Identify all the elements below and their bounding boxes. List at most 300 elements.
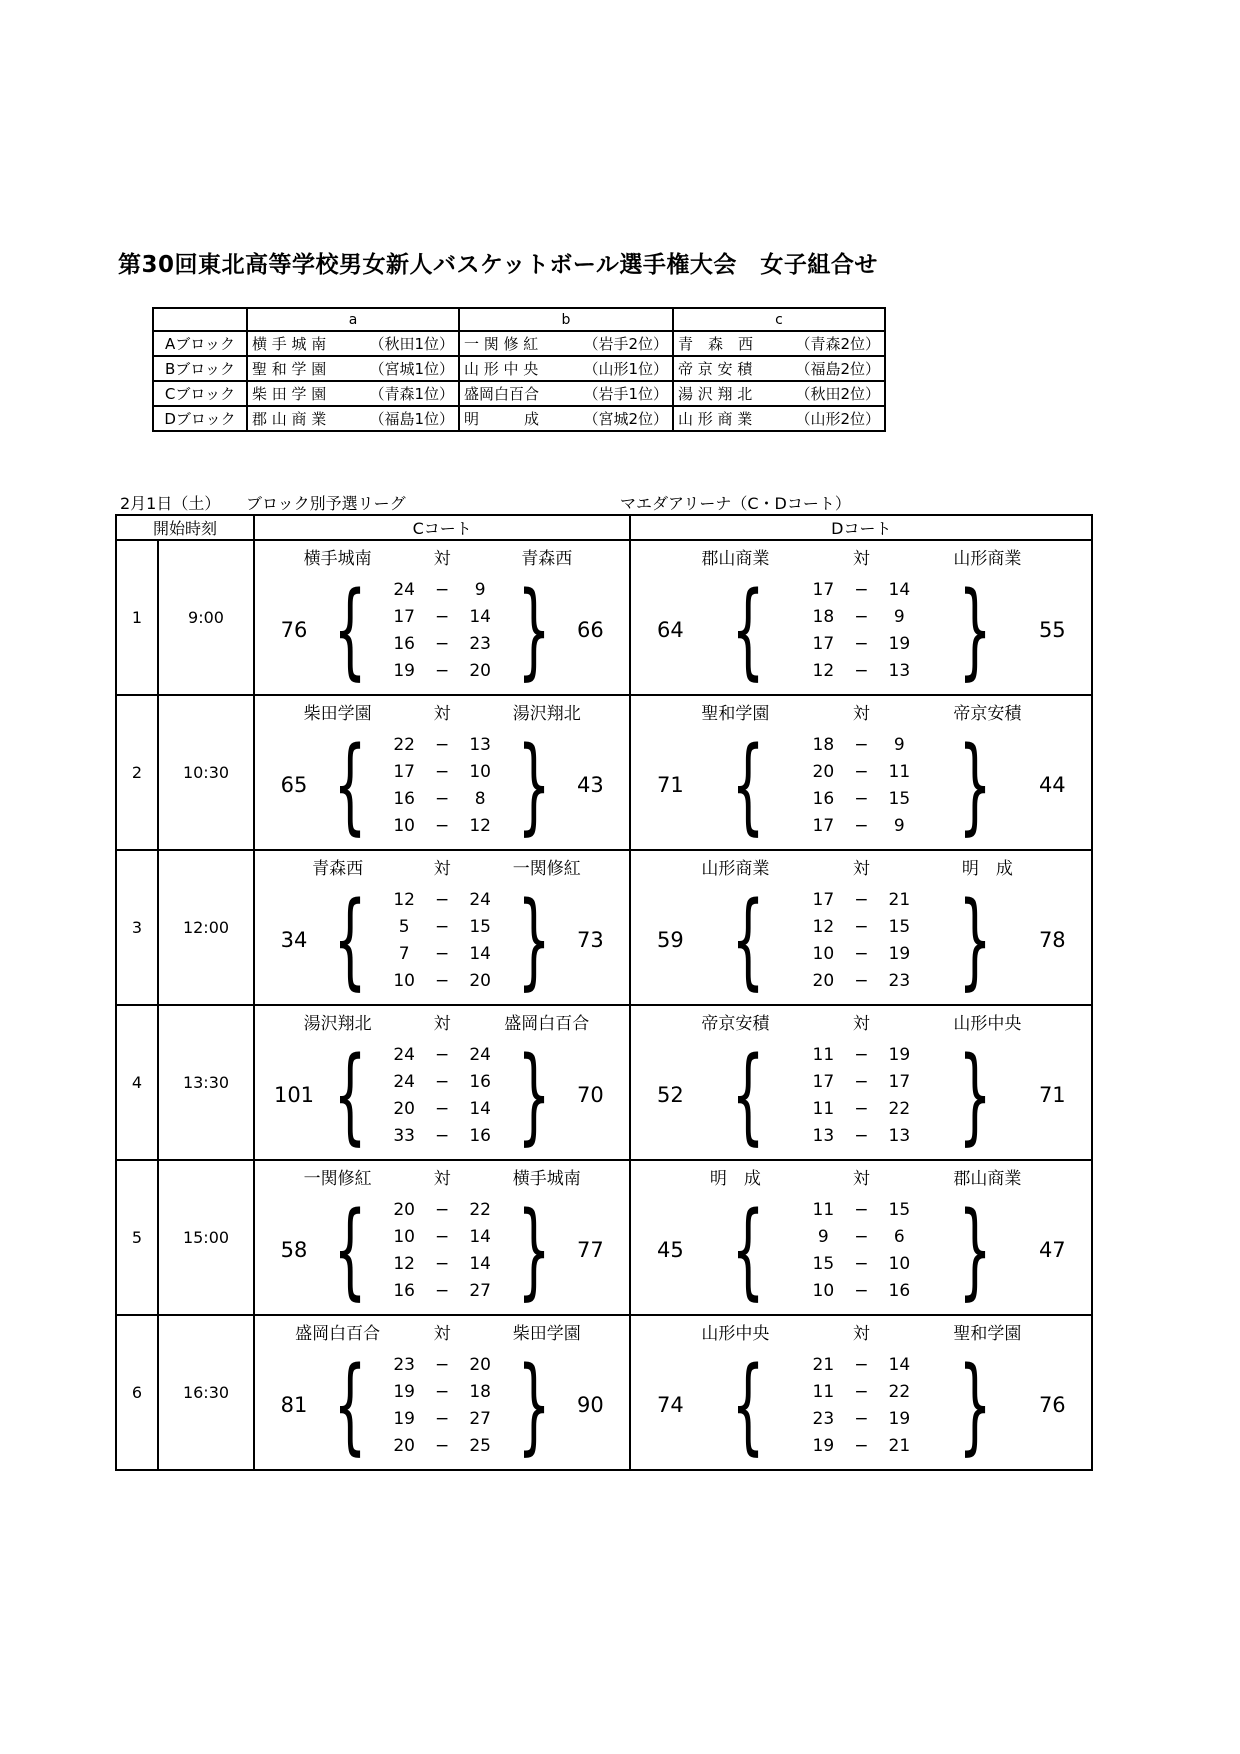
vs-label: 対 <box>852 1169 870 1189</box>
score-dash: − <box>435 1253 450 1274</box>
quarter-home-score: 11 <box>812 1381 835 1402</box>
seed-cell <box>247 406 459 431</box>
vs-label: 対 <box>852 859 870 879</box>
quarter-away-score: 16 <box>469 1071 491 1092</box>
quarter-scores <box>802 576 920 684</box>
team-name: 郡 山 商 業 <box>252 410 327 428</box>
home-total-score: 64 <box>656 618 684 642</box>
scoreline <box>255 879 629 1001</box>
score-dash: − <box>435 1408 450 1429</box>
quarter-home-score: 16 <box>812 788 835 809</box>
game-5-court-c <box>254 1160 630 1315</box>
page-title: 第30回東北高等学校男女新人バスケットボール選手権大会 女子組合せ <box>118 252 878 278</box>
score-dash: − <box>854 815 869 836</box>
quarter-away-score: 19 <box>888 1408 911 1429</box>
team-name: 横 手 城 南 <box>252 335 327 353</box>
quarter-home-score: 12 <box>393 1253 415 1274</box>
quarter-row <box>802 657 920 684</box>
matchup-header <box>631 1009 1091 1034</box>
block-label: Cブロック <box>153 381 247 406</box>
score-dash: − <box>435 1354 450 1375</box>
game-4-court-c <box>254 1005 630 1160</box>
quarter-home-score: 22 <box>393 734 415 755</box>
score-dash: − <box>854 1253 869 1274</box>
block-table-header-row <box>153 308 885 331</box>
block-assignment-table <box>152 307 886 432</box>
score-dash: − <box>435 889 450 910</box>
quarter-home-score: 20 <box>812 761 835 782</box>
quarter-away-score: 22 <box>888 1381 911 1402</box>
game-row-1 <box>116 540 1092 695</box>
scoreline <box>631 1189 1091 1311</box>
quarter-row <box>802 576 920 603</box>
quarter-row <box>802 1405 920 1432</box>
seed-cell-content <box>674 333 884 354</box>
team-name: 明 成 <box>464 410 540 428</box>
seed-cell-content <box>460 333 672 354</box>
game-2-court-d <box>630 695 1092 850</box>
team-rank: （秋田2位） <box>795 385 880 403</box>
vs-label: 対 <box>433 1324 451 1344</box>
scoreline <box>255 724 629 846</box>
score-dash: − <box>435 916 450 937</box>
quarter-scores <box>383 1041 501 1149</box>
schedule-league-label: ブロック別予選リーグ <box>246 494 406 513</box>
column-header-a: a <box>247 308 459 331</box>
quarter-row <box>383 758 501 785</box>
quarter-home-score: 5 <box>398 916 410 937</box>
quarter-away-score: 20 <box>469 1354 491 1375</box>
away-team-name: 山形商業 <box>953 549 1022 569</box>
matchup-header <box>631 1319 1091 1344</box>
seed-cell <box>247 356 459 381</box>
away-total-score: 44 <box>1038 773 1066 797</box>
team-name: 柴 田 学 園 <box>252 385 327 403</box>
game-number: 4 <box>116 1005 158 1160</box>
home-total-score: 65 <box>280 773 308 797</box>
quarter-row <box>383 1068 501 1095</box>
home-team-name: 盛岡白百合 <box>295 1324 381 1344</box>
score-dash: − <box>854 1280 869 1301</box>
start-time-header: 開始時刻 <box>116 515 254 540</box>
quarter-home-score: 10 <box>393 970 415 991</box>
quarter-home-score: 19 <box>393 1381 415 1402</box>
matchup-header <box>255 544 629 569</box>
team-rank: （青森2位） <box>795 335 880 353</box>
matchup-header <box>631 1164 1091 1189</box>
quarter-row <box>383 1196 501 1223</box>
team-name: 盛岡白百合 <box>464 385 540 403</box>
quarter-away-score: 14 <box>469 1098 491 1119</box>
right-brace: } <box>958 724 992 846</box>
quarter-home-score: 33 <box>393 1125 415 1146</box>
right-brace: } <box>958 879 992 1001</box>
score-dash: − <box>854 889 869 910</box>
quarter-row <box>383 630 501 657</box>
left-brace: { <box>731 1344 765 1466</box>
quarter-home-score: 10 <box>812 1280 835 1301</box>
seed-cell <box>673 406 885 431</box>
seed-cell <box>247 331 459 356</box>
away-total-score: 47 <box>1038 1238 1066 1262</box>
seed-cell-content <box>248 383 458 404</box>
quarter-row <box>802 1068 920 1095</box>
away-total-score: 55 <box>1038 618 1066 642</box>
left-brace: { <box>333 724 367 846</box>
block-row-d <box>153 406 885 431</box>
game-row-3 <box>116 850 1092 1005</box>
quarter-row <box>383 576 501 603</box>
away-total-score: 43 <box>576 773 604 797</box>
quarter-away-score: 24 <box>469 889 491 910</box>
quarter-scores <box>802 1041 920 1149</box>
quarter-home-score: 12 <box>812 660 835 681</box>
score-dash: − <box>435 1125 450 1146</box>
home-team-name: 明 成 <box>709 1169 761 1189</box>
game-row-6 <box>116 1315 1092 1470</box>
quarter-scores <box>802 1196 920 1304</box>
score-dash: − <box>854 943 869 964</box>
team-rank: （福島2位） <box>795 360 880 378</box>
quarter-away-score: 17 <box>888 1071 911 1092</box>
left-brace: { <box>333 569 367 691</box>
quarter-away-score: 20 <box>469 970 491 991</box>
score-dash: − <box>854 761 869 782</box>
score-dash: − <box>435 1226 450 1247</box>
home-team-name: 湯沢翔北 <box>303 1014 372 1034</box>
score-dash: − <box>854 633 869 654</box>
quarter-away-score: 16 <box>888 1280 911 1301</box>
right-brace: } <box>517 569 551 691</box>
quarter-away-score: 9 <box>893 606 905 627</box>
quarter-away-score: 19 <box>888 633 911 654</box>
score-dash: − <box>435 734 450 755</box>
team-rank: （宮城1位） <box>369 360 454 378</box>
score-dash: − <box>854 916 869 937</box>
quarter-scores <box>383 1351 501 1459</box>
score-dash: − <box>854 1044 869 1065</box>
seed-cell-content <box>460 383 672 404</box>
quarter-home-score: 12 <box>393 889 415 910</box>
quarter-row <box>802 1095 920 1122</box>
seed-cell-content <box>248 408 458 429</box>
block-label: Dブロック <box>153 406 247 431</box>
quarter-away-score: 14 <box>469 943 491 964</box>
quarter-home-score: 17 <box>393 761 415 782</box>
game-number: 3 <box>116 850 158 1005</box>
score-dash: − <box>854 1199 869 1220</box>
quarter-away-score: 13 <box>888 1125 911 1146</box>
game-start-time: 9:00 <box>158 540 254 695</box>
quarter-row <box>802 1250 920 1277</box>
block-label: Bブロック <box>153 356 247 381</box>
seed-cell-content <box>248 333 458 354</box>
scoreline <box>255 569 629 691</box>
quarter-away-score: 22 <box>888 1098 911 1119</box>
right-brace: } <box>517 1344 551 1466</box>
quarter-home-score: 19 <box>393 1408 415 1429</box>
quarter-home-score: 9 <box>817 1226 829 1247</box>
quarter-away-score: 14 <box>888 579 911 600</box>
quarter-home-score: 17 <box>812 1071 835 1092</box>
quarter-row <box>802 886 920 913</box>
left-brace: { <box>731 724 765 846</box>
game-start-time: 16:30 <box>158 1315 254 1470</box>
game-3-court-d <box>630 850 1092 1005</box>
quarter-away-score: 15 <box>469 916 491 937</box>
team-rank: （秋田1位） <box>369 335 454 353</box>
left-brace: { <box>333 1344 367 1466</box>
right-brace: } <box>958 1034 992 1156</box>
score-dash: − <box>435 1199 450 1220</box>
quarter-away-score: 10 <box>888 1253 911 1274</box>
seed-cell-content <box>460 408 672 429</box>
quarter-row <box>383 1095 501 1122</box>
home-team-name: 帝京安積 <box>701 1014 770 1034</box>
score-dash: − <box>854 788 869 809</box>
seed-cell <box>247 381 459 406</box>
score-dash: − <box>854 579 869 600</box>
scoreline <box>255 1034 629 1156</box>
quarter-home-score: 15 <box>812 1253 835 1274</box>
quarter-row <box>383 1405 501 1432</box>
home-team-name: 山形中央 <box>701 1324 770 1344</box>
quarter-row <box>802 1041 920 1068</box>
home-team-name: 聖和学園 <box>701 704 770 724</box>
vs-label: 対 <box>852 549 870 569</box>
quarter-home-score: 17 <box>393 606 415 627</box>
quarter-away-score: 16 <box>469 1125 491 1146</box>
away-team-name: 郡山商業 <box>953 1169 1022 1189</box>
quarter-row <box>383 1351 501 1378</box>
game-3-court-c <box>254 850 630 1005</box>
score-dash: − <box>854 1226 869 1247</box>
score-dash: − <box>435 1280 450 1301</box>
quarter-row <box>802 785 920 812</box>
quarter-row <box>383 886 501 913</box>
schedule-date: 2月1日（土） <box>120 494 221 513</box>
score-dash: − <box>435 943 450 964</box>
score-dash: − <box>854 1098 869 1119</box>
quarter-row <box>383 1378 501 1405</box>
quarter-home-score: 16 <box>393 633 415 654</box>
left-brace: { <box>333 1189 367 1311</box>
quarter-row <box>802 1277 920 1304</box>
home-total-score: 71 <box>656 773 684 797</box>
quarter-row <box>383 1250 501 1277</box>
quarter-away-score: 14 <box>469 606 491 627</box>
quarter-away-score: 9 <box>474 579 486 600</box>
game-start-time: 15:00 <box>158 1160 254 1315</box>
matchup-header <box>255 1009 629 1034</box>
quarter-home-score: 10 <box>812 943 835 964</box>
home-total-score: 45 <box>656 1238 684 1262</box>
home-total-score: 34 <box>280 928 308 952</box>
quarter-home-score: 17 <box>812 815 835 836</box>
quarter-home-score: 7 <box>398 943 410 964</box>
quarter-home-score: 18 <box>812 606 835 627</box>
schedule-venue: マエダアリーナ（C・Dコート） <box>620 494 851 513</box>
vs-label: 対 <box>433 1169 451 1189</box>
quarter-home-score: 24 <box>393 1044 415 1065</box>
away-team-name: 横手城南 <box>512 1169 581 1189</box>
quarter-home-score: 20 <box>812 970 835 991</box>
quarter-away-score: 10 <box>469 761 491 782</box>
team-rank: （岩手1位） <box>583 385 668 403</box>
right-brace: } <box>958 1344 992 1466</box>
score-dash: − <box>854 606 869 627</box>
home-team-name: 郡山商業 <box>701 549 770 569</box>
seed-cell <box>459 331 673 356</box>
home-team-name: 柴田学園 <box>303 704 372 724</box>
quarter-home-score: 21 <box>812 1354 835 1375</box>
game-start-time: 12:00 <box>158 850 254 1005</box>
score-dash: − <box>435 1381 450 1402</box>
vs-label: 対 <box>433 704 451 724</box>
right-brace: } <box>517 724 551 846</box>
quarter-away-score: 27 <box>469 1408 491 1429</box>
quarter-away-score: 23 <box>888 970 911 991</box>
away-team-name: 明 成 <box>961 859 1013 879</box>
home-total-score: 74 <box>656 1393 684 1417</box>
home-total-score: 58 <box>280 1238 308 1262</box>
team-name: 青 森 西 <box>678 335 754 353</box>
left-brace: { <box>731 879 765 1001</box>
matchup-header <box>255 1164 629 1189</box>
column-header-b: b <box>459 308 673 331</box>
vs-label: 対 <box>433 549 451 569</box>
game-6-court-c <box>254 1315 630 1470</box>
score-dash: − <box>854 1071 869 1092</box>
schedule-table <box>115 514 1093 1471</box>
scoreline <box>631 724 1091 846</box>
quarter-home-score: 11 <box>812 1044 835 1065</box>
quarter-home-score: 24 <box>393 1071 415 1092</box>
team-name: 山 形 商 業 <box>678 410 753 428</box>
quarter-away-score: 8 <box>474 788 486 809</box>
quarter-home-score: 24 <box>393 579 415 600</box>
vs-label: 対 <box>852 1014 870 1034</box>
game-5-court-d <box>630 1160 1092 1315</box>
game-6-court-d <box>630 1315 1092 1470</box>
quarter-away-score: 19 <box>888 943 911 964</box>
quarter-home-score: 16 <box>393 788 415 809</box>
scoreline <box>631 879 1091 1001</box>
quarter-row <box>802 603 920 630</box>
score-dash: − <box>435 970 450 991</box>
away-team-name: 湯沢翔北 <box>512 704 581 724</box>
quarter-away-score: 27 <box>469 1280 491 1301</box>
quarter-home-score: 20 <box>393 1199 415 1220</box>
away-total-score: 78 <box>1038 928 1066 952</box>
score-dash: − <box>435 579 450 600</box>
quarter-away-score: 14 <box>469 1226 491 1247</box>
team-rank: （山形2位） <box>795 410 880 428</box>
quarter-row <box>802 913 920 940</box>
score-dash: − <box>854 1408 869 1429</box>
quarter-row <box>802 1122 920 1149</box>
court-d-header: Dコート <box>630 515 1092 540</box>
team-name: 湯 沢 翔 北 <box>678 385 753 403</box>
away-total-score: 76 <box>1038 1393 1066 1417</box>
quarter-scores <box>383 576 501 684</box>
quarter-row <box>802 758 920 785</box>
quarter-away-score: 14 <box>469 1253 491 1274</box>
right-brace: } <box>517 879 551 1001</box>
game-start-time: 13:30 <box>158 1005 254 1160</box>
quarter-row <box>802 731 920 758</box>
quarter-away-score: 12 <box>469 815 491 836</box>
quarter-row <box>802 1432 920 1459</box>
quarter-home-score: 10 <box>393 815 415 836</box>
quarter-scores <box>802 731 920 839</box>
team-rank: （福島1位） <box>369 410 454 428</box>
quarter-home-score: 12 <box>812 916 835 937</box>
right-brace: } <box>958 1189 992 1311</box>
home-team-name: 横手城南 <box>303 549 372 569</box>
scoreline <box>631 569 1091 691</box>
block-row-c <box>153 381 885 406</box>
quarter-home-score: 11 <box>812 1098 835 1119</box>
score-dash: − <box>435 606 450 627</box>
score-dash: − <box>435 788 450 809</box>
matchup-header <box>631 699 1091 724</box>
quarter-row <box>383 657 501 684</box>
away-total-score: 90 <box>576 1393 604 1417</box>
quarter-row <box>383 940 501 967</box>
quarter-row <box>383 731 501 758</box>
score-dash: − <box>435 1435 450 1456</box>
quarter-row <box>383 603 501 630</box>
away-team-name: 青森西 <box>521 549 573 569</box>
quarter-row <box>383 1432 501 1459</box>
quarter-row <box>802 1351 920 1378</box>
score-dash: − <box>435 815 450 836</box>
quarter-scores <box>802 1351 920 1459</box>
quarter-row <box>802 630 920 657</box>
matchup-header <box>255 699 629 724</box>
score-dash: − <box>435 660 450 681</box>
corner-cell <box>153 308 247 331</box>
quarter-away-score: 19 <box>888 1044 911 1065</box>
quarter-home-score: 11 <box>812 1199 835 1220</box>
away-team-name: 盛岡白百合 <box>504 1014 590 1034</box>
home-team-name: 青森西 <box>312 859 364 879</box>
quarter-home-score: 10 <box>393 1226 415 1247</box>
seed-cell-content <box>248 358 458 379</box>
quarter-home-score: 23 <box>393 1354 415 1375</box>
quarter-row <box>383 1041 501 1068</box>
score-dash: − <box>854 660 869 681</box>
quarter-home-score: 17 <box>812 889 835 910</box>
seed-cell <box>673 331 885 356</box>
team-name: 聖 和 学 園 <box>252 360 327 378</box>
quarter-row <box>802 1196 920 1223</box>
home-total-score: 81 <box>280 1393 308 1417</box>
quarter-scores <box>802 886 920 994</box>
quarter-row <box>383 913 501 940</box>
vs-label: 対 <box>433 859 451 879</box>
seed-cell <box>459 381 673 406</box>
score-dash: − <box>854 1354 869 1375</box>
scoreline <box>255 1189 629 1311</box>
right-brace: } <box>958 569 992 691</box>
seed-cell-content <box>460 358 672 379</box>
quarter-row <box>802 812 920 839</box>
quarter-away-score: 20 <box>469 660 491 681</box>
block-row-b <box>153 356 885 381</box>
away-total-score: 73 <box>576 928 604 952</box>
